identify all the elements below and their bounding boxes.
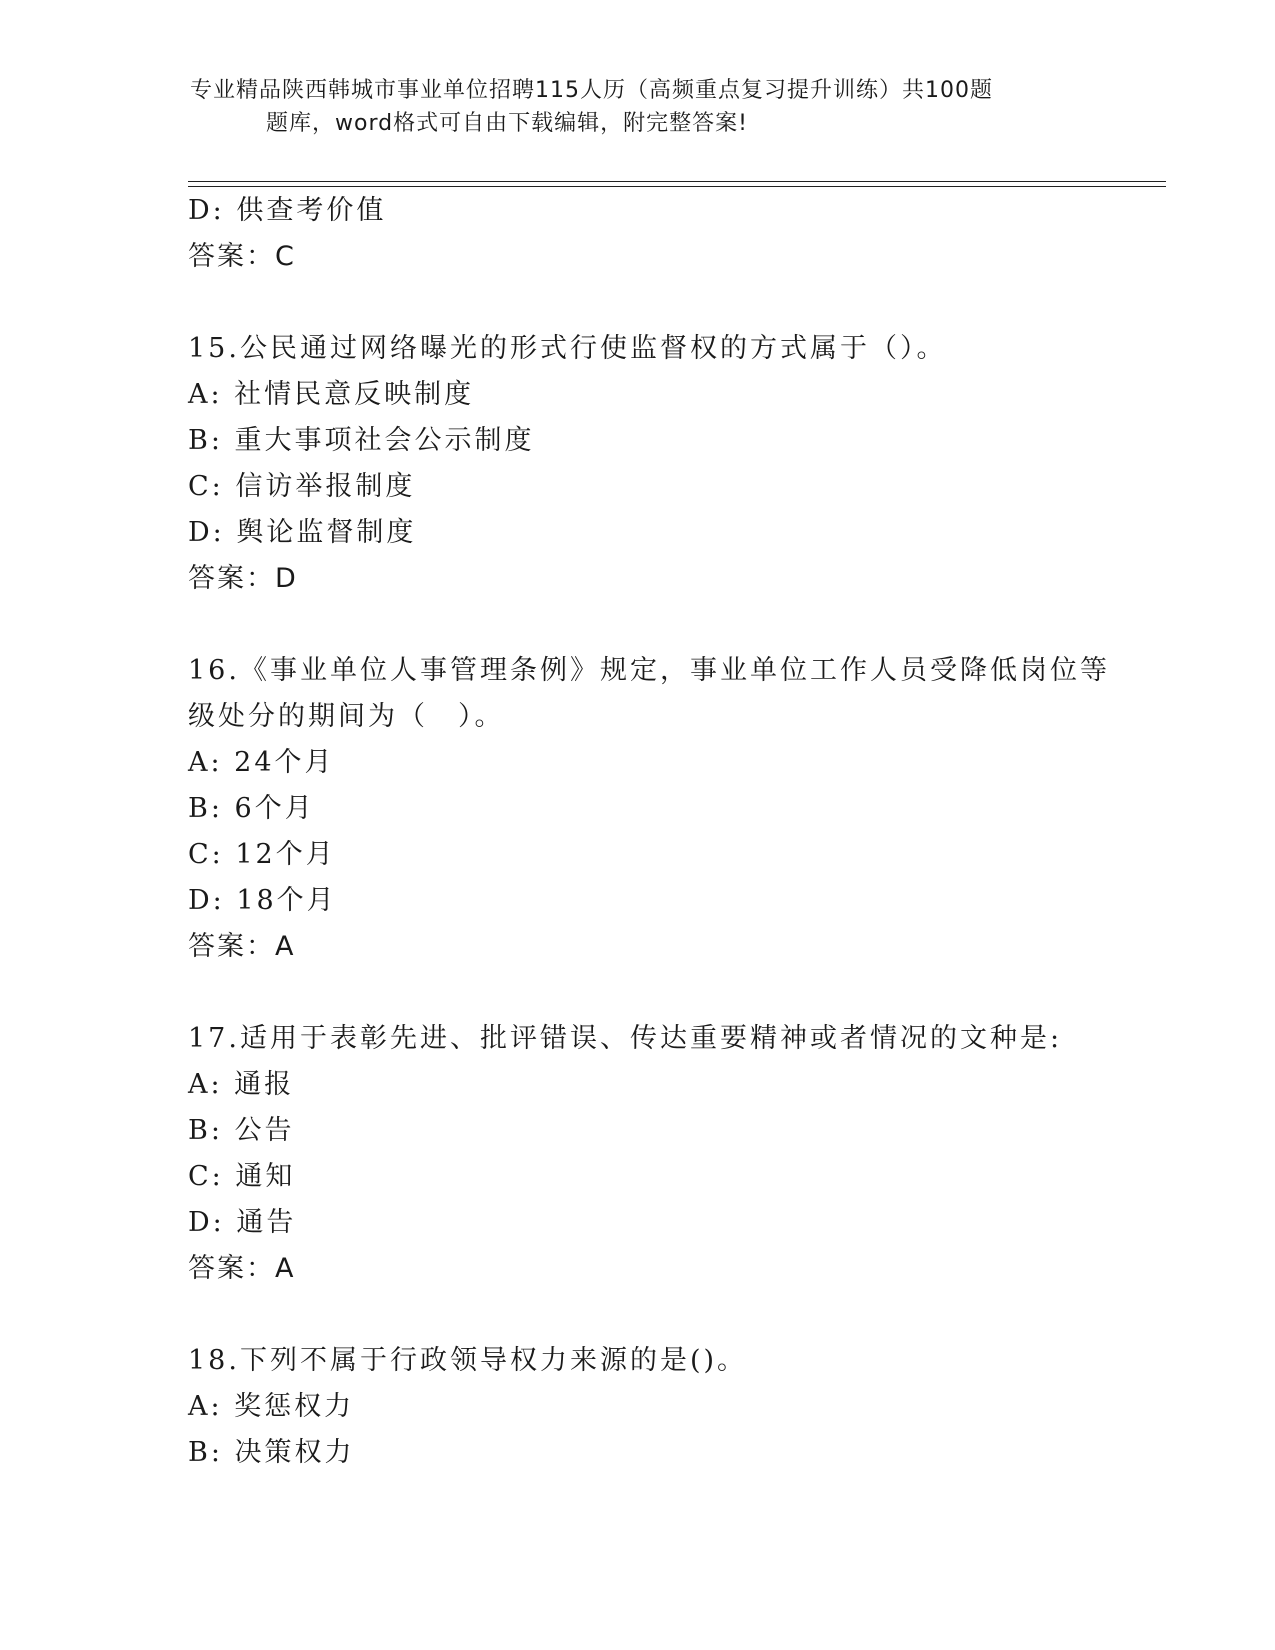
option-b: B: 6个月 — [188, 793, 315, 824]
answer-line: 答案：D — [188, 563, 298, 594]
option-c: C: 通知 — [188, 1161, 296, 1192]
header-title-line-2: 题库，word格式可自由下载编辑，附完整答案! — [266, 111, 748, 136]
option-d: D: 供查考价值 — [188, 195, 387, 226]
header-divider-bottom — [188, 186, 1166, 187]
document-header — [190, 74, 1090, 140]
option-a: A: 社情民意反映制度 — [188, 379, 475, 410]
question-16 — [188, 648, 1118, 970]
question-stem-line-2: 级处分的期间为（ ）。 — [188, 701, 505, 732]
question-stem-line-1: 16.《事业单位人事管理条例》规定，事业单位工作人员受降低岗位等 — [188, 655, 1110, 686]
question-17 — [188, 1016, 1118, 1292]
option-d: D: 舆论监督制度 — [188, 517, 417, 548]
header-title-line-1: 专业精品陕西韩城市事业单位招聘115人历（高频重点复习提升训练）共100题 — [190, 78, 993, 103]
option-b: B: 决策权力 — [188, 1437, 355, 1468]
spacer — [188, 280, 1118, 326]
option-b: B: 公告 — [188, 1115, 295, 1146]
previous-question-tail — [188, 188, 1118, 280]
option-c: C: 12个月 — [188, 839, 336, 870]
option-d: D: 18个月 — [188, 885, 337, 916]
option-a: A: 24个月 — [188, 747, 335, 778]
spacer — [188, 970, 1118, 1016]
question-18 — [188, 1338, 1118, 1476]
question-15 — [188, 326, 1118, 602]
option-c: C: 信访举报制度 — [188, 471, 416, 502]
option-b: B: 重大事项社会公示制度 — [188, 425, 535, 456]
answer-line: 答案：A — [188, 1253, 296, 1284]
option-a: A: 奖惩权力 — [188, 1391, 355, 1422]
spacer — [188, 602, 1118, 648]
option-d: D: 通告 — [188, 1207, 297, 1238]
header-divider-top — [188, 181, 1166, 182]
answer-line: 答案：C — [188, 241, 296, 272]
answer-line: 答案：A — [188, 931, 296, 962]
question-list — [188, 188, 1118, 1476]
option-a: A: 通报 — [188, 1069, 295, 1100]
question-stem: 18.下列不属于行政领导权力来源的是()。 — [188, 1345, 748, 1376]
spacer — [188, 1292, 1118, 1338]
question-stem: 17.适用于表彰先进、批评错误、传达重要精神或者情况的文种是: — [188, 1023, 1063, 1054]
question-stem: 15.公民通过网络曝光的形式行使监督权的方式属于（）。 — [188, 333, 947, 364]
